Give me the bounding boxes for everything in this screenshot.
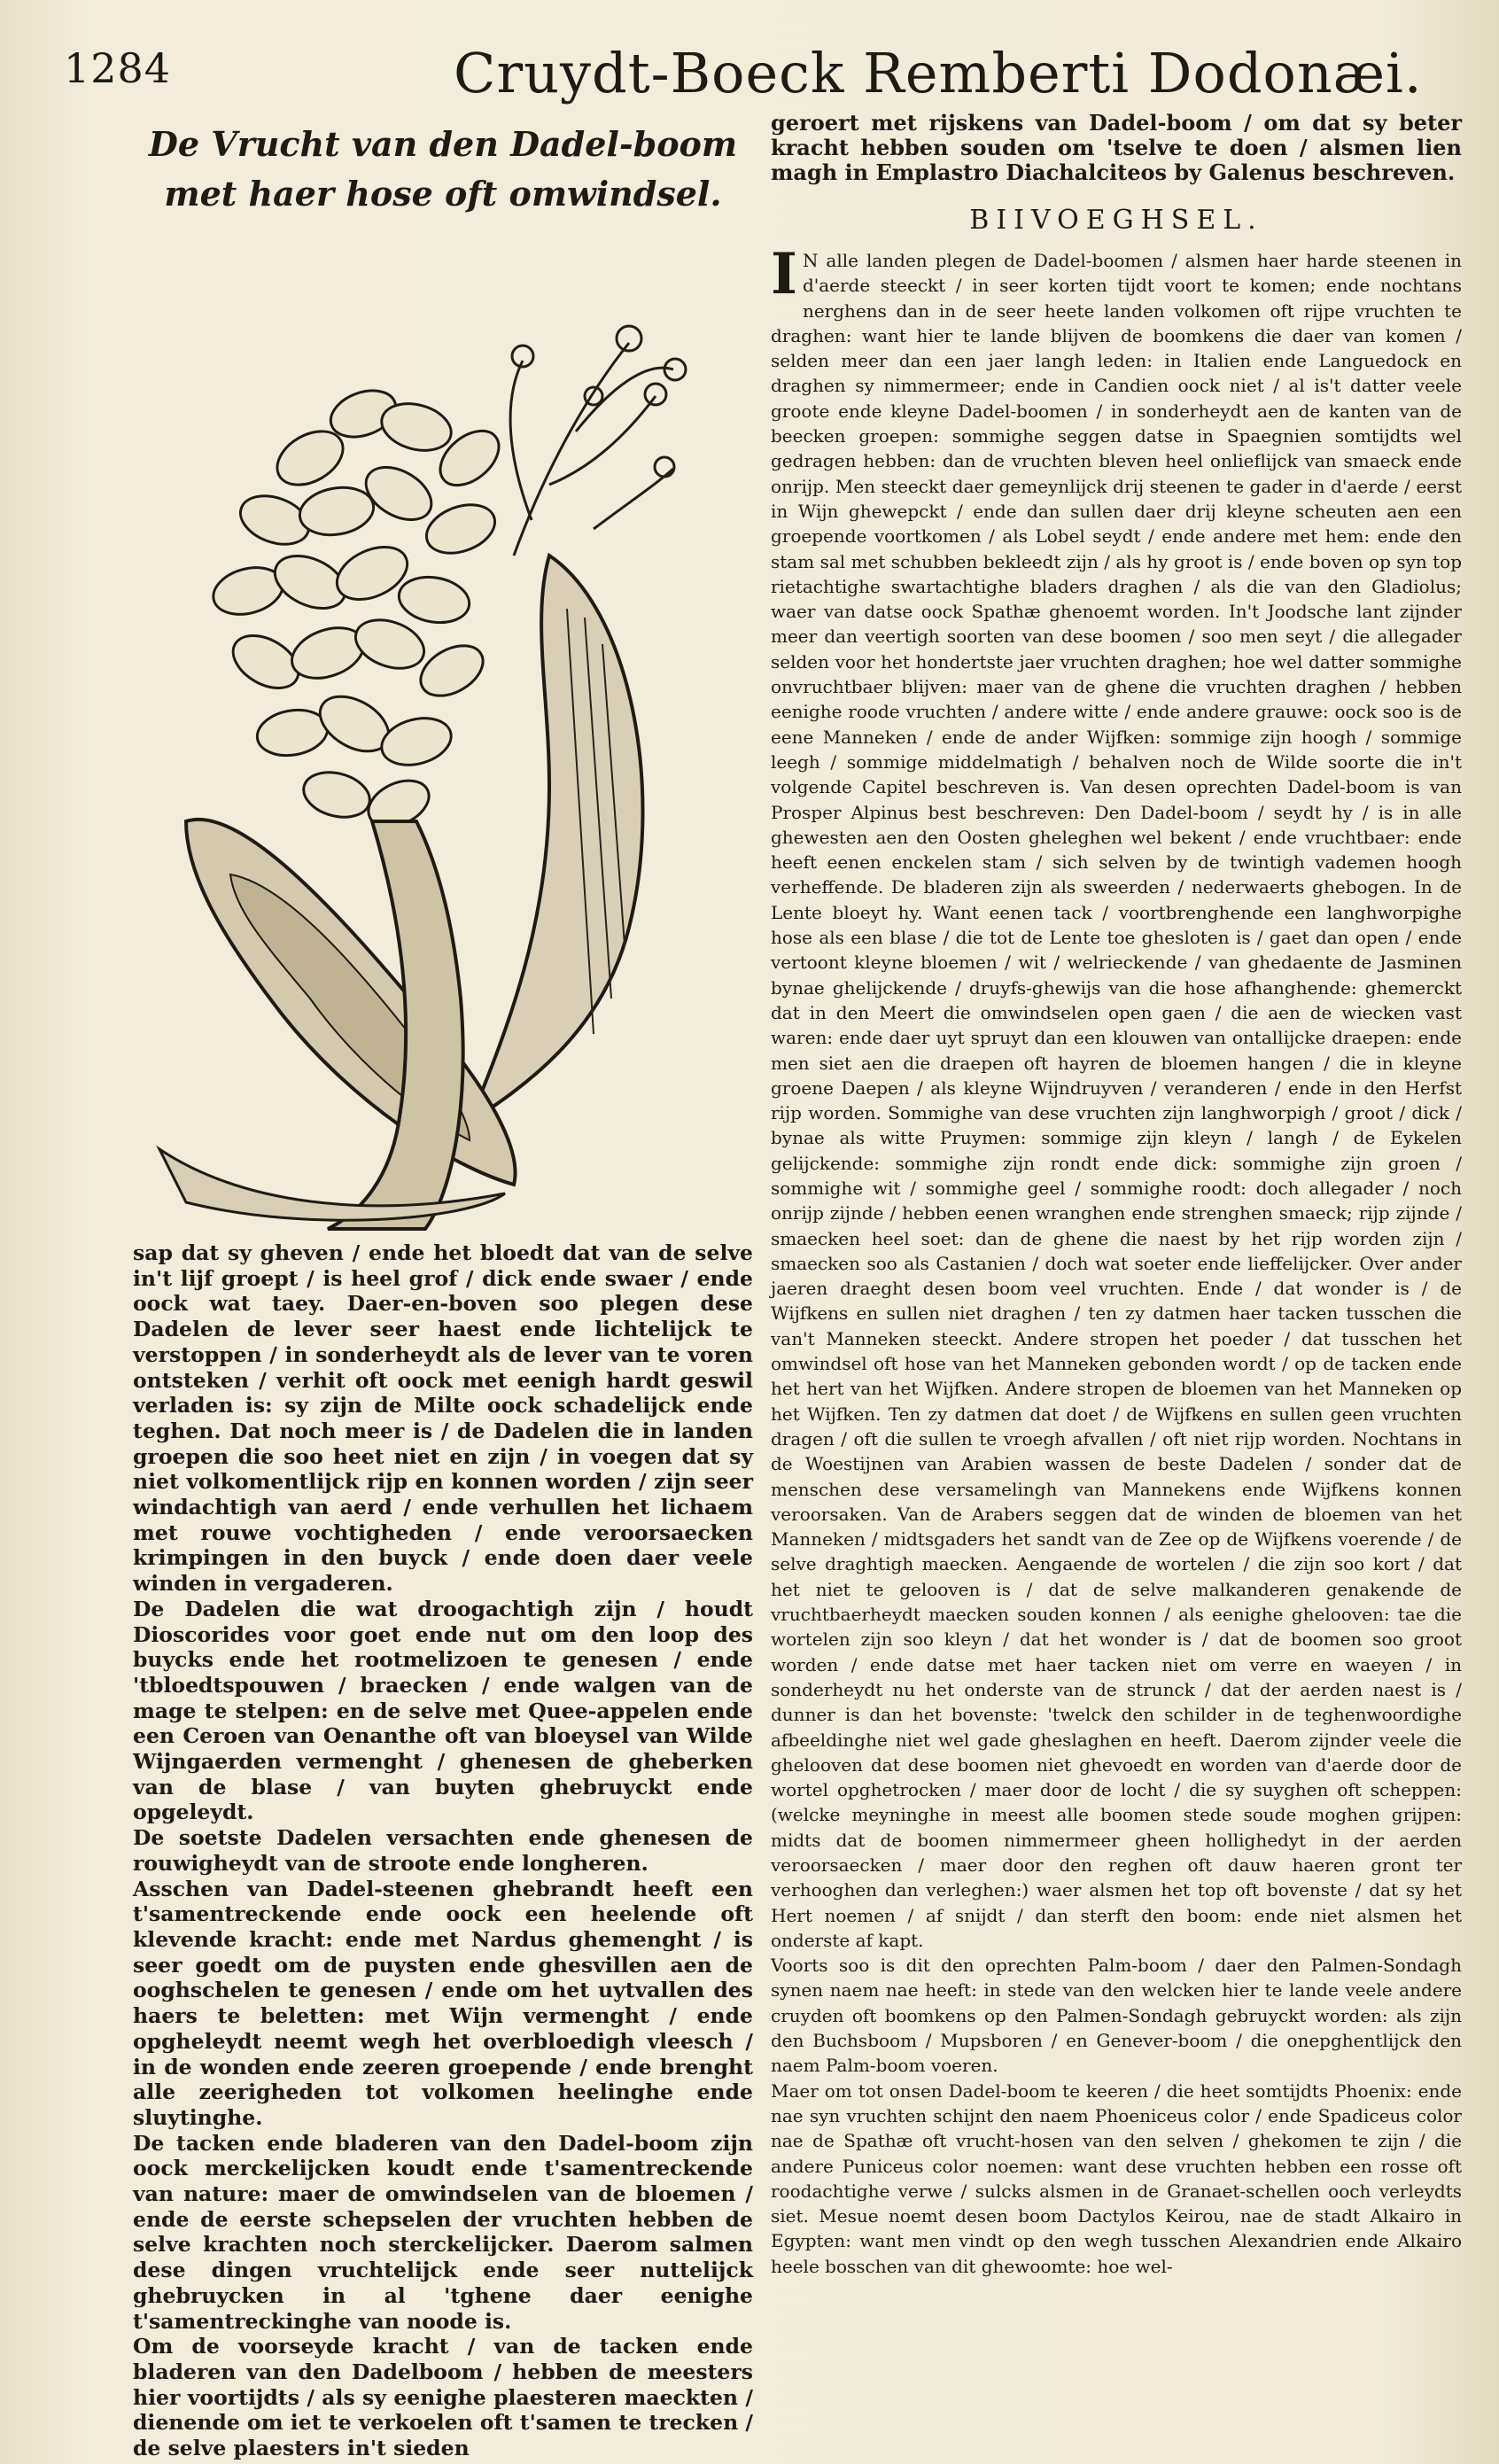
left-paragraph: Asschen van Dadel-steenen ghebrandt heeft een t'samentreckende ende oock een heelende oft klevende kracht: ende met Nardus ghemenght / is seer goedt om de puysten ende ghesvillen aen de ooghschelen te genesen / ende om het uytvallen des haers te beletten: met Wijn vermenght / ende opgheleydt neemt wegh het overbloedigh vleesch / in de wonden ende zeeren groepende / ende brenght alle zeerigheden tot volkomen heelinghe ende sluytinghe. (133, 1876, 753, 2130)
date-palm-woodcut (133, 237, 753, 1238)
right-intro-paragraph: geroert met rijskens van Dadel-boom / om dat sy beter kracht hebben souden om 'tselve te doen / alsmen lien magh in Emplastro Diachalciteos by Galenus beschreven. (771, 110, 1462, 185)
right-paragraph: Maer om tot onsen Dadel-boom te keeren / die heet somtijdts Phoenix: ende nae syn vruchten schijnt den naem Phoeniceus color / ende Spadiceus color nae de Spathæ oft vrucht-hosen van den selven / ghekomen te zijn / die andere Puniceus color noemen: want dese vruchten hebben een rosse oft roodachtighe verwe / sulcks alsmen in de Granaet-schellen ooch verleydts siet. Mesue noemt desen boom Dactylos Keirou, nae de stadt Alkairo in Egypten: want men vindt op den wegh tusschen Alexandrien ende Alkairo heele bosschen van dit ghewoomte: hoe wel- (771, 2079, 1462, 2277)
left-paragraph: De Dadelen die wat droogachtigh zijn / houdt Dioscorides voor goet ende nut om den loop des buycks ende het rootmelizoen te genesen / ende 'tbloedtspouwen / braecken / ende walgen van de mage te stelpen: en de selve met Quee-appelen ende een Ceroen van Oenanthe oft van bloeysel van Wilde Wijngaerden vermenght / ghenesen de gheberken van de blase / van buyten ghebruyckt ende opgeleydt. (133, 1596, 753, 1825)
left-paragraph: De soetste Dadelen versachten ende ghenesen de rouwigheydt van de stroote ende longheren. (133, 1825, 753, 1876)
right-column (771, 111, 1462, 2279)
right-paragraph-text: N alle landen plegen de Dadel-boomen / alsmen haer harde steenen in d'aerde steeckt / in seer korten tijdt voort te komen; ende nochtans nerghens dan in de seer heete landen volkomen oft rijpe vruchten te draghen: want hier te lande blijven de boomkens die daer van komen / selden meer dan een jaer langh leden: in Italien ende Languedock en draghen sy nimmermeer; ende in Candien oock niet / al is't datter veele groote ende kleyne Dadel-boomen / in sonderheydt aen de kanten van de beecken groepen: sommighe seggen datse in Spaegnien somtijdts wel gedragen hebben: dan de vruchten bleven heel onlieflijck van smaeck ende onrijp. Men steeckt daer gemeynlijck drij steenen te gader in d'aerde / eerst in Wijn ghewepckt / ende dan sullen daer drij kleyne scheuten aen een groepende voortkomen / als Lobel seydt / ende andere met hem: ende den stam sal met schubben bekleedt zijn / als hy groot is / ende boven op syn top rietachtighe swartachtighe bladers draghen / als die van den Gladiolus; waer van datse oock Spathæ ghenoemt worden. In't Joodsche lant zijnder meer dan veertigh soorten van dese boomen / soo men seyt / die allegader selden voor het hondertste jaer vruchten draghen; hoe wel datter sommighe onvruchtbaer blijven: maer van de ghene die vruchten draghen / hebben eenighe roode vruchten / andere witte / ende andere grauwe: oock soo is de eene Manneken / ende de ander Wijfken: sommige zijn hoogh / sommige leegh / sommige middelmatigh / behalven noch de Wilde soorte die in't volgende Capitel beschreven is. Van desen oprechten Dadel-boom is van Prosper Alpinus best beschreven: Den Dadel-boom / seydt hy / is in alle ghewesten aen den Oosten gheleghen wel bekent / ende vruchtbaer: ende heeft eenen enckelen stam / sich selven by de twintigh vademen hoogh verheffende. De bladeren zijn als sweerden / nederwaerts ghebogen. In de Lente bloeyt hy. Want eenen tack / voortbrenghende een langhworpighe hose als een blase / die tot de Lente toe ghesloten is / gaet dan open / ende vertoont kleyne bloemen / wit / welrieckende / van ghedaente de Jasminen bynae ghelijckende / druyfs-ghewijs van die hose afhanghende: ghemerckt dat in den Meert die omwindselen open gaen / die aen de wiecken vast waren: ende daer uyt spruyt dan een klouwen van ontallijcke draepen: ende men siet aen die draepen oft hayren de bloemen hangen / die in kleyne groene Daepen / als kleyne Wijndruyven / veranderen / ende in den Herfst rijp worden. Sommighe van dese vruchten zijn langhworpigh / groot / dick / bynae als witte Pruymen: sommige zijn kleyn / langh / de Eykelen gelijckende: sommighe zijn rondt ende dick: sommighe zijn groen / sommighe wit / sommighe geel / sommighe roodt: doch allegader / noch onrijp zijnde / hebben eenen wranghen ende strenghen smaeck; rijp zijnde / smaecken heel soet: dan de ghene die naest by het rijp worden zijn / smaecken soo als Castanien / doch wat soeter ende lieffelijcker. Over ander jaeren draeght desen boom veel vruchten. Ende / dat wonder is / de Wijfkens en sullen niet draghen / ten zy datmen haer tacken tusschen die van't Manneken steeckt. Andere stropen het poeder / dat tusschen het omwindsel oft hose van het Manneken gebonden wordt / op de tacken ende het hert van het Wijfken. Andere stropen de bloemen van het Manneken op het Wijfken. Ten zy datmen dat doet / de Wijfkens en sullen geen vruchten dragen / oft die sullen te vroegh afvallen / oft niet rijp worden. Nochtans in de Woestijnen van Arabien wassen de beste Dadelen / sonder dat de menschen dese versamelingh van Mannekens ende Wijfkens konnen veroorsaken. Van de Arabers seggen dat de winden de bloemen van het Manneken / midtsgaders het sandt van de Zee op de Wijfkens voerende / de selve draghtigh maecken. Aengaende de wortelen / die zijn soo kort / dat het niet te gelooven is / dat de selve malkanderen genakende de vruchtbaerheydt maecken souden konnen / als eenighe ghelooven: tae die wortelen zijn soo kleyn / dat het wonder is / dat de boomen soo groot worden / ende datse met haer tacken niet om verre en waeyen / in sonderheydt nu het onderste van de strunck / dat der aerden naest is / dunner is dan het bovenste: 'twelck den schilder in de teghenwoordighe afbeeldinghe niet wel gade gheslaghen en heeft. Daerom zijnder veele die ghelooven dat dese boomen niet ghevoedt en worden van d'aerde door de wortel opghetrocken / maer door de locht / die sy suyghen oft scheppen: (welcke meyninghe in meest alle boomen stede soude moghen grijpen: midts dat de boomen nimmermeer gheen hollighedyt in der aerden veroorsaecken / maer door den reghen oft dauw haeren gront ter verhooghen dan verleghen:) waer alsmen het top oft bovenste / dat sy het Hert noemen / af snijdt / dan sterft den boom: ende niet alsmen het onderste af kapt. (771, 250, 1462, 1951)
left-column (133, 111, 753, 1241)
figure-caption (133, 120, 753, 219)
left-paragraph: sap dat sy gheven / ende het bloedt dat van de selve in't lijf groept / is heel grof / dick ende swaer / ende oock wat taey. Daer-en-boven soo plegen dese Dadelen de lever seer haest ende lichtelijck te verstoppen / in sonderheydt als de lever van te voren ontsteken / verhit oft oock met eenigh hardt geswil verladen is: sy zijn de Milte oock schadelijck ende teghen. Dat noch meer is / de Dadelen die in landen groepen die soo heet niet en zijn / in voegen dat sy niet volkomentlijck rijp en konnen worden / zijn seer windachtigh van aerd / ende verhullen het lichaem met rouwe vochtigheden / ende veroorsaecken krimpingen in den buyck / ende doen daer veele winden in vergaderen. (133, 1240, 753, 1597)
left-body-text (133, 1240, 753, 2461)
figure-caption-line-1: De Vrucht van den Dadel-boom (148, 124, 738, 164)
drop-cap: I (771, 241, 797, 307)
left-paragraph: Om de voorseyde kracht / van de tacken ende bladeren van den Dadelboom / hebben de meesters hier voortijdts / als sy eenighe plaesteren maeckten / dienende om iet te verkoelen oft t'samen te trecken / de selve plaesters in't sieden (133, 2334, 753, 2461)
right-paragraph: Voorts soo is dit den oprechten Palm-boom / daer den Palmen-Sondagh synen naem nae heeft: in stede van den welcken hier te lande veele andere cruyden oft boomkens op den Palmen-Sondagh gebruyckt worden: als zijn den Buchsboom / Mupsboren / en Genever-boom / die onepghentlijck den naem Palm-boom voeren. (771, 1955, 1462, 2077)
page-number: 1284 (64, 44, 172, 92)
running-head: Cruydt-Boeck Remberti Dodonæi. (454, 41, 1423, 105)
right-paragraph (771, 241, 1462, 1953)
left-paragraph: De tacken ende bladeren van den Dadel-boom zijn oock merckelijcken koudt ende t'samentreckende van nature: maer de omwindselen van de bloemen / ende de eerste schepselen der vruchten hebben de selve krachten noch sterckelijcker. Daerom salmen dese dingen vruchtelijck ende seer nuttelijck ghebruycken in al 'tghene daer eenighe t'samentreckinghe van noode is. (133, 2130, 753, 2334)
page-header (64, 41, 1446, 115)
figure-caption-line-2: met haer hose oft omwindsel. (164, 174, 722, 214)
date-cluster (208, 382, 509, 836)
section-heading: BIIVOEGHSEL. (969, 205, 1263, 236)
flower-sprays (510, 326, 686, 556)
